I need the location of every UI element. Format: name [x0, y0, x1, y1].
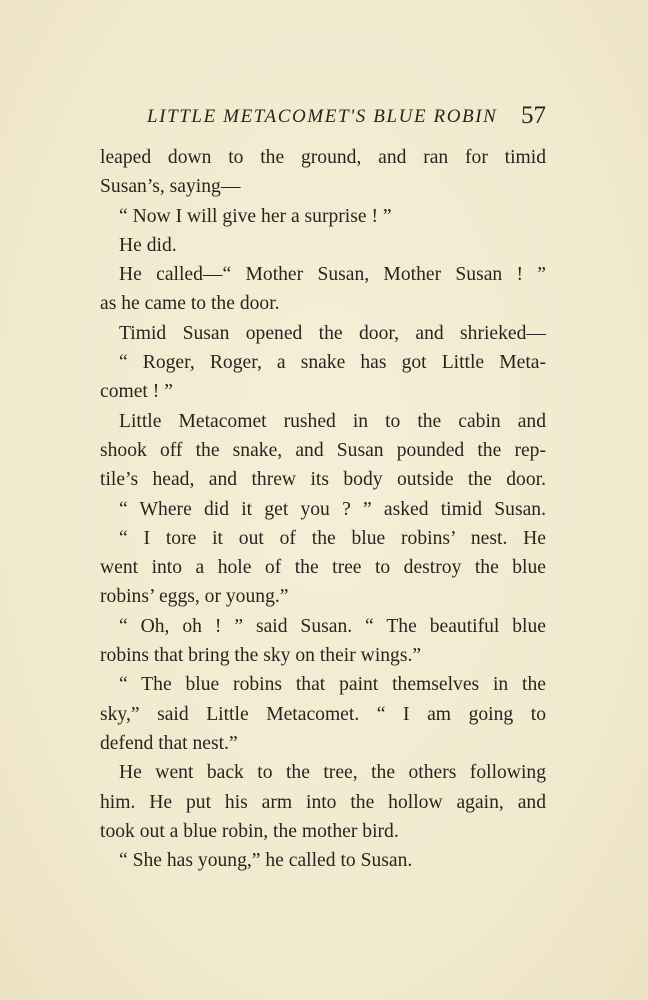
text-line: “ The blue robins that paint themselves in the — [119, 674, 546, 696]
text-line: “ Oh, oh ! ” said Susan. “ The beautiful blue — [119, 615, 546, 637]
text-line: leaped down to the ground, and ran for timid — [100, 147, 546, 168]
text-line: shook off the snake, and Susan pounded the rep- — [100, 439, 546, 461]
page-number: 57 — [521, 102, 546, 129]
text-line: He went back to the tree, the others following — [119, 762, 546, 784]
text-line: robins that bring the sky on their wings.” — [100, 645, 422, 667]
running-head — [100, 104, 546, 134]
text-line: comet ! ” — [100, 381, 173, 403]
text-line: Little Metacomet rushed in to the cabin and — [119, 410, 546, 432]
text-line: Timid Susan opened the door, and shrieked— — [119, 322, 546, 344]
text-line: took out a blue robin, the mother bird. — [100, 820, 399, 842]
text-line: He did. — [119, 234, 177, 256]
body-text — [100, 143, 546, 875]
text-line: He called—“ Mother Susan, Mother Susan ! ” — [119, 264, 546, 286]
text-line: Susan’s, saying— — [100, 176, 241, 198]
text-line: went into a hole of the tree to destroy the blue — [100, 557, 546, 579]
running-title: LITTLE METACOMET'S BLUE ROBIN — [147, 106, 498, 127]
text-line: tile’s head, and threw its body outside the door. — [100, 469, 546, 491]
text-line: “ Now I will give her a surprise ! ” — [119, 205, 392, 227]
text-line: robins’ eggs, or young.” — [100, 586, 289, 608]
text-line: “ Where did it get you ? ” asked timid Susan. — [119, 498, 546, 520]
text-line: “ She has young,” he called to Susan. — [119, 850, 413, 872]
text-line: sky,” said Little Metacomet. “ I am going to — [100, 703, 546, 725]
text-line: “ Roger, Roger, a snake has got Little Meta- — [119, 352, 546, 374]
text-line: “ I tore it out of the blue robins’ nest. He — [119, 527, 546, 549]
text-line: him. He put his arm into the hollow again, and — [100, 791, 546, 813]
text-line: defend that nest.” — [100, 732, 238, 754]
text-line: as he came to the door. — [100, 293, 280, 315]
